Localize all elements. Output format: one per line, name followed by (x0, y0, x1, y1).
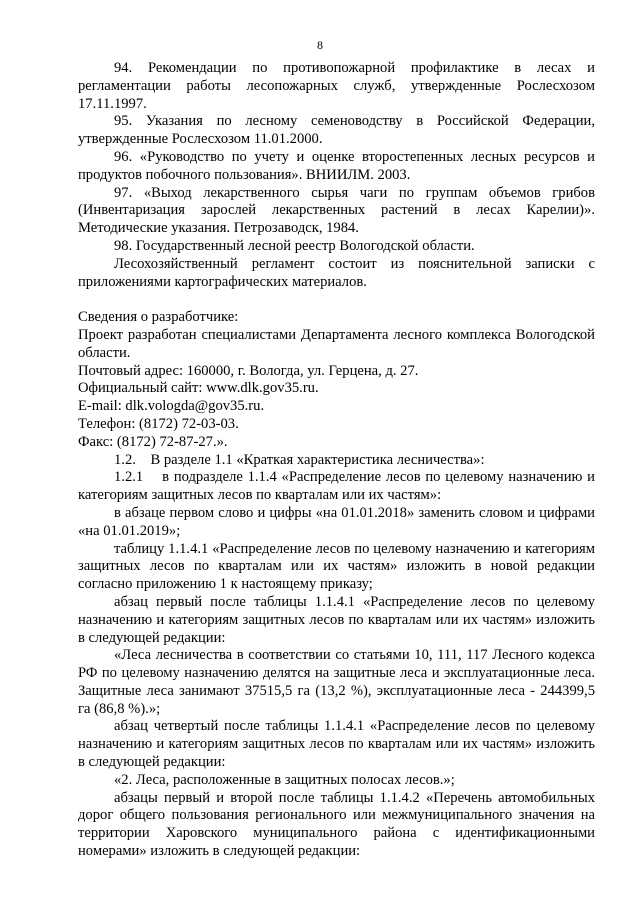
amendment-paragraph: в абзаце первом слово и цифры «на 01.01.2018» заменить словом и цифрами «на 01.01.2019»; (78, 504, 595, 539)
developer-phone: Телефон: (8172) 72-03-03. (78, 415, 239, 432)
developer-address: Почтовый адрес: 160000, г. Вологда, ул. Герцена, д. 27. (78, 362, 419, 379)
amendment-paragraph: абзацы первый и второй после таблицы 1.1.4.2 «Перечень автомобильных дорог общего пользования регионального или межмуниципального значения на территории Харовского муниципального района с идентификационными номерами» изложить в следующей редакции: (78, 789, 595, 860)
developer-website: Официальный сайт: www.dlk.gov35.ru. (78, 380, 319, 397)
document-body (78, 60, 599, 861)
subsection-1-2-1: 1.2.1 в подразделе 1.1.4 «Распределение лесов по целевому назначению и категориям защитных лесов по кварталам или их частям»: (78, 469, 599, 504)
paragraph-gap (78, 291, 595, 309)
developer-heading: Сведения о разработчике: (78, 309, 239, 326)
closing-statement: Лесохозяйственный регламент состоит из пояснительной записки с приложениями картографических материалов. (78, 255, 595, 290)
developer-email: E-mail: dlk.vologda@gov35.ru. (78, 398, 265, 415)
section-1-2: 1.2. В разделе 1.1 «Краткая характеристика лесничества»: (114, 451, 485, 468)
amendment-paragraph: абзац первый после таблицы 1.1.4.1 «Распределение лесов по целевому назначению и категориям защитных лесов по кварталам или их частям» изложить в следующей редакции: (78, 593, 595, 646)
developer-fax: Факс: (8172) 72-87-27.». (78, 433, 228, 450)
reference-item: 94. Рекомендации по противопожарной профилактике в лесах и регламентации работы лесопожарных служб, утвержденные Рослесхозом 17.11.1997. (78, 60, 595, 112)
reference-item: 96. «Руководство по учету и оценке второстепенных лесных ресурсов и продуктов побочного пользования». ВНИИЛМ. 2003. (78, 148, 595, 183)
page-number: 8 (317, 38, 323, 52)
reference-item: 95. Указания по лесному семеноводству в Российской Федерации, утвержденные Рослесхозом 11.01.2000. (78, 113, 595, 148)
developer-project: Проект разработан специалистами Департамента лесного комплекса Вологодской области. (78, 326, 595, 361)
reference-item: 97. «Выход лекарственного сырья чаги по группам объемов грибов (Инвентаризация зарослей лекарственных растений в лесах Карелии)». Методические указания. Петрозаводск, 1984. (78, 184, 595, 237)
amendment-paragraph: таблицу 1.1.4.1 «Распределение лесов по целевому назначению и категориям защитных лесов по кварталам или их частям» изложить в новой редакции согласно приложению 1 к настоящему приказу; (78, 540, 595, 593)
amendment-quote: «Леса лесничества в соответствии со статьями 10, 111, 117 Лесного кодекса РФ по целевому назначению делятся на защитные леса и эксплуатационные леса. Защитные леса занимают 37515,5 га (13,2 %), эксплуатационные леса - 244399,5 га (86,8 %).»; (78, 647, 595, 717)
reference-item: 98. Государственный лесной реестр Вологодской области. (114, 237, 475, 254)
amendment-paragraph: абзац четвертый после таблицы 1.1.4.1 «Распределение лесов по целевому назначению и категориям защитных лесов по кварталам или их частям» изложить в следующей редакции: (78, 718, 595, 771)
amendment-quote: «2. Леса, расположенные в защитных полосах лесов.»; (114, 771, 455, 788)
